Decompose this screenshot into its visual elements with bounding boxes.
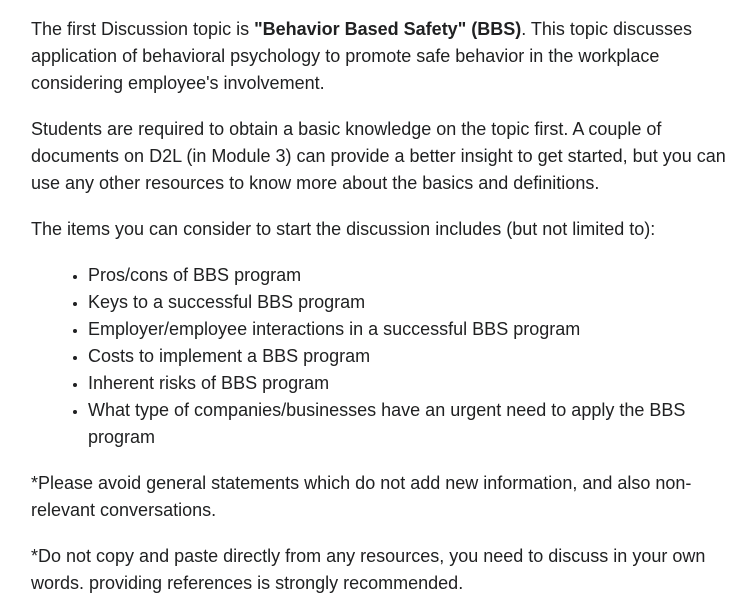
requirements-paragraph: Students are required to obtain a basic knowledge on the topic first. A couple of documents on D2L (in Module 3) can provide a better insight to get started, but you can use any other resources to know more about the basics and definitions. [31,119,726,193]
list-item: • Pros/cons of BBS program [88,262,731,289]
note-copy-paste: *Do not copy and paste directly from any resources, you need to discuss in your own words. providing references is strongly recommended. [31,546,706,593]
list-item: • Costs to implement a BBS program [88,343,731,370]
intro-text-end: . This topic discusses application of behavioral psychology to promote safe behavior in the workplace considering employee's involvement. [31,19,692,93]
list-item: • Keys to a successful BBS program [88,289,731,316]
intro-paragraph [31,16,731,97]
list-item: • Employer/employee interactions in a successful BBS program [88,316,731,343]
list-item: • What type of companies/businesses have an urgent need to apply the BBS program [88,397,731,451]
intro-text-start: The first Discussion topic is [31,19,255,39]
topic-title: "Behavior Based Safety" (BBS) [254,19,522,39]
note-general-statements: *Please avoid general statements which do not add new information, and also non-relevant conversations. [31,473,692,520]
discussion-items-list [31,262,731,451]
list-item: • Inherent risks of BBS program [88,370,731,397]
items-intro-paragraph: The items you can consider to start the discussion includes (but not limited to): [31,219,656,239]
